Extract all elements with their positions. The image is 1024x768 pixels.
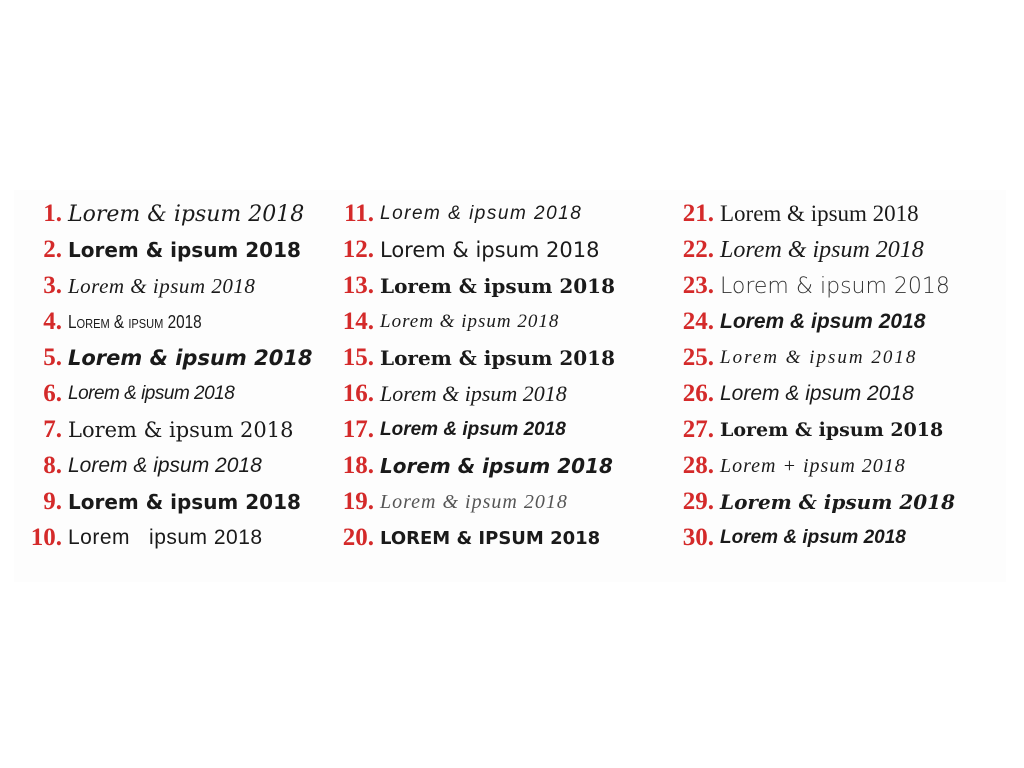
- sample-number: 3.: [43, 272, 62, 299]
- font-sample-row: [18, 376, 313, 412]
- font-sample-row: [670, 520, 955, 556]
- font-sample-row: [330, 340, 615, 376]
- font-sample-row: [670, 304, 955, 340]
- font-sample-row: [670, 232, 955, 268]
- sample-number: 28.: [682, 452, 714, 479]
- font-sample-row: [330, 520, 615, 556]
- font-sample-row: [18, 448, 313, 484]
- sample-text: Lorem & ipsum 2018: [720, 310, 926, 333]
- sample-number: 18.: [342, 452, 374, 479]
- sample-number: 15.: [342, 344, 374, 371]
- sample-text: Lorem & ipsum 2018: [380, 419, 566, 440]
- sample-number: 6.: [43, 380, 62, 407]
- font-sample-row: [670, 376, 955, 412]
- sample-text: Lorem & ipsum 2018: [720, 490, 955, 514]
- sample-number: 20.: [342, 524, 374, 551]
- font-column-2: [330, 196, 615, 556]
- font-sample-row: [330, 448, 615, 484]
- font-sample-row: [18, 304, 313, 340]
- sample-text: Lorem & ipsum 2018: [720, 273, 950, 299]
- sample-number: 4.: [43, 308, 62, 335]
- sample-number: 16.: [342, 380, 374, 407]
- font-sample-row: [18, 484, 313, 520]
- sample-text: Lorem & ipsum 2018: [380, 311, 560, 332]
- font-sample-row: [330, 484, 615, 520]
- sample-number: 24.: [682, 308, 714, 335]
- sample-text: Lorem & ipsum 2018: [720, 527, 906, 548]
- sample-number: 23.: [682, 272, 714, 299]
- font-sample-row: [18, 412, 313, 448]
- sample-number: 21.: [682, 200, 714, 227]
- sample-number: 5.: [43, 344, 62, 371]
- sample-text: Lorem & ipsum 2018: [380, 238, 600, 262]
- font-sample-row: [18, 268, 313, 304]
- sample-number: 14.: [342, 308, 374, 335]
- sample-text: Lorem & ipsum 2018: [68, 238, 301, 262]
- font-sample-row: [330, 304, 615, 340]
- sample-number: 26.: [682, 380, 714, 407]
- sample-number: 17.: [342, 416, 374, 443]
- sample-text: Lorem & ipsum 2018: [720, 382, 914, 405]
- font-sample-row: [18, 232, 313, 268]
- sample-text: Lorem & ipsum 2018: [720, 236, 924, 263]
- sample-text: Lorem & ipsum 2018: [380, 381, 567, 406]
- font-sample-row: [330, 376, 615, 412]
- sample-number: 25.: [682, 344, 714, 371]
- sample-number: 12.: [342, 236, 374, 263]
- sample-number: 1.: [43, 200, 62, 227]
- sample-text: Lorem & ipsum 2018: [68, 454, 262, 477]
- font-sample-row: [670, 412, 955, 448]
- sample-number: 19.: [342, 488, 374, 515]
- sample-text: Lorem & ipsum 2018: [720, 201, 919, 226]
- sample-text: Lorem & ipsum 2018: [720, 419, 944, 441]
- font-sample-row: [330, 196, 615, 232]
- sample-number: 8.: [43, 452, 62, 479]
- font-sample-row: [670, 484, 955, 520]
- font-sample-row: [330, 412, 615, 448]
- sample-text: Lorem & ipsum 2018: [68, 418, 294, 442]
- font-sample-row: [670, 196, 955, 232]
- sample-text: Lorem & ipsum 2018: [380, 203, 583, 224]
- sample-number: 27.: [682, 416, 714, 443]
- sample-number: 11.: [344, 200, 374, 227]
- font-sample-row: [18, 196, 313, 232]
- font-sample-row: [330, 232, 615, 268]
- sample-text: Lorem & ipsum 2018: [68, 201, 305, 227]
- sample-text: Lorem & ipsum 2018: [380, 274, 615, 298]
- font-column-3: [670, 196, 955, 556]
- font-sample-row: [670, 448, 955, 484]
- sample-text: Lorem & ipsum 2018: [68, 490, 301, 514]
- font-sample-row: [18, 520, 313, 556]
- font-sample-row: [670, 268, 955, 304]
- sample-number: 10.: [30, 524, 62, 551]
- sample-text: Lorem & ipsum 2018: [68, 346, 313, 370]
- sample-text: Lorem & ipsum 2018: [68, 273, 256, 298]
- sample-text: LOREM & IPSUM 2018: [380, 527, 601, 549]
- sample-text: Lorem & ipsum 2018: [380, 454, 613, 478]
- sample-number: 7.: [43, 416, 62, 443]
- sample-number: 29.: [682, 488, 714, 515]
- font-column-1: [18, 196, 313, 556]
- font-sample-row: [670, 340, 955, 376]
- sample-number: 2.: [43, 236, 62, 263]
- sample-number: 22.: [682, 236, 714, 263]
- sample-text: Lorem ipsum 2018: [68, 526, 263, 549]
- sample-text: Lorem & ipsum 2018: [380, 490, 568, 513]
- sample-number: 9.: [43, 488, 62, 515]
- font-sample-row: [330, 268, 615, 304]
- font-sample-row: [18, 340, 313, 376]
- sample-text: Lorem & ipsum 2018: [68, 311, 202, 332]
- sample-number: 30.: [682, 524, 714, 551]
- sample-text: Lorem & ipsum 2018: [380, 346, 615, 370]
- sample-text: Lorem & ipsum 2018: [720, 347, 918, 368]
- sample-number: 13.: [342, 272, 374, 299]
- sample-text: Lorem & ipsum 2018: [68, 383, 235, 404]
- sample-text: Lorem + ipsum 2018: [720, 454, 906, 477]
